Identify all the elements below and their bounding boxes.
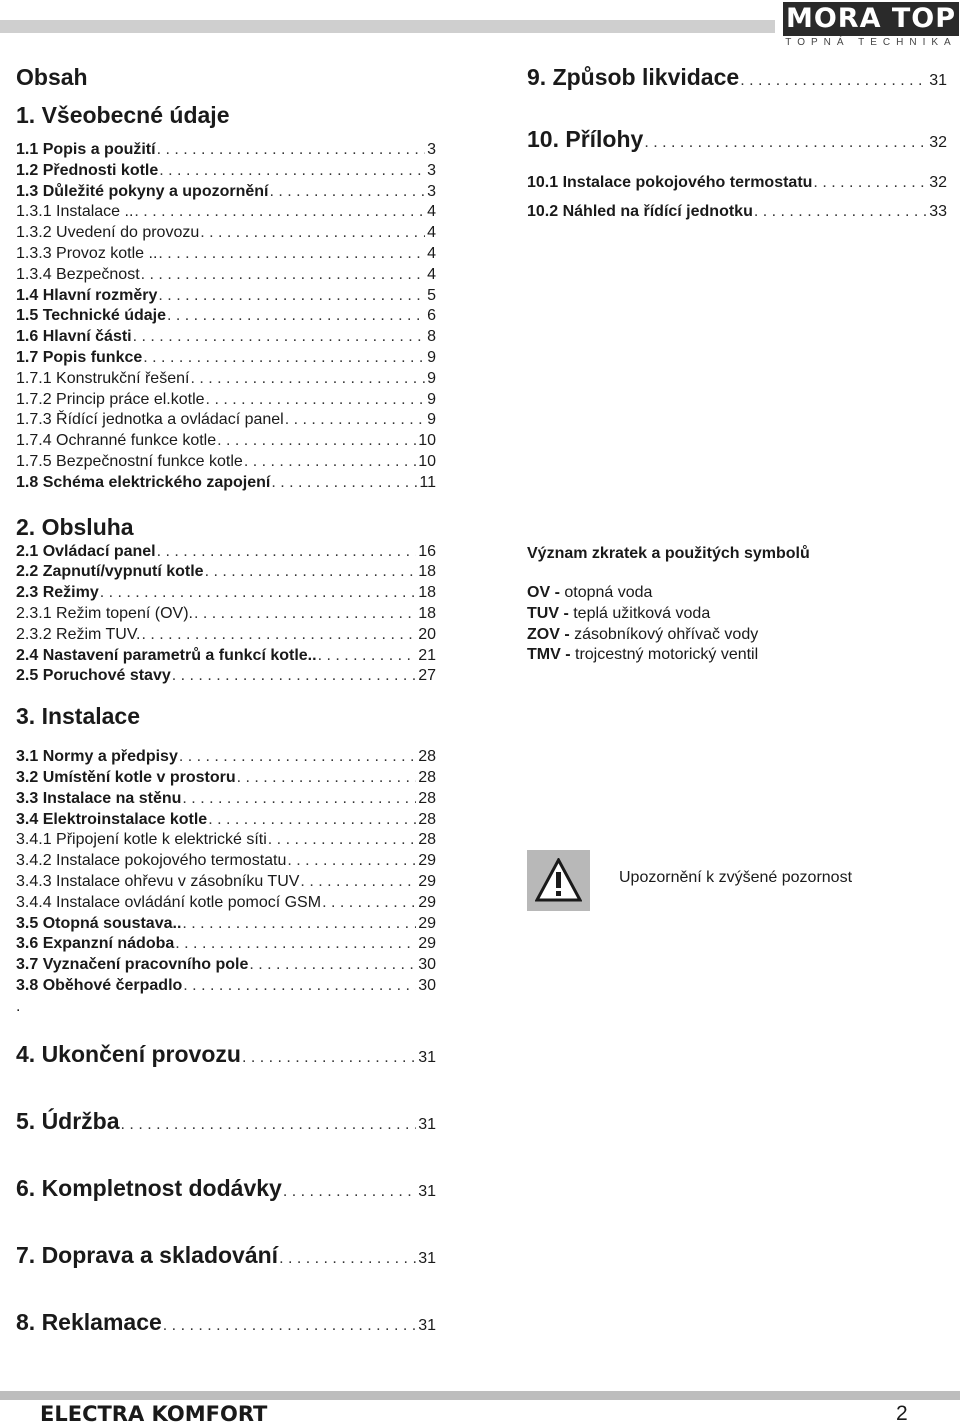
toc-entry-page: 33 <box>929 203 947 220</box>
toc-entry-label: 3.4.4 Instalace ovládání kotle pomocí GSM <box>16 893 322 911</box>
toc-entry-page: 31 <box>418 1183 436 1201</box>
toc-entry-label: 1.7 Popis funkce <box>16 348 143 366</box>
toc-entry-label: 1.1 Popis a použití <box>16 141 156 158</box>
appendix-list <box>527 168 947 226</box>
toc-entry-page: 29 <box>418 872 436 890</box>
toc-entry <box>16 893 436 914</box>
toc-entry <box>16 1039 436 1069</box>
toc-leader-dots <box>199 223 425 244</box>
toc-leader-dots <box>181 914 416 935</box>
toc-leader-dots <box>812 168 927 197</box>
toc-entry-page: 5 <box>427 286 436 304</box>
toc-entry-label: 3.4.2 Instalace pokojového termostatu <box>16 852 287 870</box>
toc-entry-label: 2.5 Poruchové stavy <box>16 667 171 685</box>
toc-entry <box>16 851 436 872</box>
toc-entry-page: 9 <box>427 369 436 387</box>
toc-entry-label: 1.7.3 Řídící jednotka a ovládací panel <box>16 411 284 429</box>
toc-entry-label: 3.8 Oběhové čerpadlo <box>16 976 183 994</box>
toc-entry-label: 3.4 Elektroinstalace kotle <box>16 810 208 828</box>
toc-entry-page: 18 <box>418 563 436 581</box>
toc-leader-dots <box>284 410 425 431</box>
toc-leader-dots <box>205 390 426 411</box>
toc-entry <box>16 431 436 452</box>
toc-entry-page: 30 <box>418 976 436 994</box>
toc-leader-dots <box>299 872 416 893</box>
toc-entry-label: 1.7.4 Ochranné funkce kotle <box>16 432 217 450</box>
toc-leader-dots <box>282 1177 416 1203</box>
toc-leader-dots <box>162 1311 416 1337</box>
toc-leader-dots <box>278 1244 416 1270</box>
toc-entry-page: 8 <box>427 328 436 346</box>
toc-entry-label: 2.1 Ovládací panel <box>16 542 156 560</box>
toc-entry-page: 10 <box>418 452 436 470</box>
toc-entry-label: 7. Doprava a skladování <box>16 1242 279 1269</box>
toc-left-column <box>16 62 436 1337</box>
toc-leader-dots <box>317 646 417 667</box>
toc-entry-label: 1.2 Přednosti kotle <box>16 161 159 179</box>
toc-entry-label: 3.4.3 Instalace ohřevu v zásobníku TUV <box>16 872 300 890</box>
toc-entry-label: 3.7 Vyznačení pracovního pole <box>16 956 249 974</box>
toc-entry-page: 29 <box>418 893 436 911</box>
toc-entry <box>16 265 436 286</box>
chapters-tail-list <box>16 1039 436 1337</box>
toc-entry-label: 4. Ukončení provozu <box>16 1041 241 1068</box>
toc-leader-dots <box>182 976 416 997</box>
abbreviation-key: ZOV - <box>527 625 570 643</box>
toc-entry <box>16 768 436 789</box>
toc-entry-page: 18 <box>418 584 436 602</box>
toc-entry-label: 1.3 Důležité pokyny a upozornění <box>16 182 269 200</box>
toc-leader-dots <box>269 182 426 203</box>
toc-entry-page: 3 <box>427 141 436 158</box>
chapter-3-list <box>16 747 436 997</box>
abbreviation-key: TMV - <box>527 646 571 664</box>
toc-entry-page: 30 <box>418 956 436 974</box>
abbreviation-row <box>527 625 947 646</box>
toc-entry <box>16 666 436 687</box>
toc-entry-label: 3.4.1 Připojení kotle k elektrické síti <box>16 831 267 849</box>
toc-entry-page: 3 <box>427 161 436 179</box>
toc-entry-label: 1.4 Hlavní rozměry <box>16 286 158 304</box>
toc-heading: Obsah <box>16 64 88 90</box>
toc-entry <box>16 244 436 265</box>
toc-leader-dots <box>321 893 416 914</box>
toc-entry <box>16 789 436 810</box>
chapter-1-title: 1. Všeobecné údaje <box>16 102 230 128</box>
toc-entry <box>16 327 436 348</box>
toc-entry-page: 28 <box>418 789 436 807</box>
abbreviation-value: otopná voda <box>564 584 653 601</box>
toc-entry <box>527 124 947 154</box>
header-rule <box>0 20 775 33</box>
toc-entry-page: 28 <box>418 831 436 849</box>
mora-top-logo <box>783 2 959 48</box>
toc-leader-dots <box>243 452 416 473</box>
toc-entry-page: 20 <box>418 625 436 643</box>
toc-entry-label: 1.3.3 Provoz kotle .. <box>16 244 158 262</box>
toc-entry-label: 3.5 Otopná soustava.. <box>16 914 182 932</box>
abbreviations-list <box>527 583 947 666</box>
abbreviations-title: Význam zkratek a použitých symbolů <box>527 545 810 562</box>
toc-entry <box>16 562 436 583</box>
toc-entry <box>16 161 436 182</box>
toc-entry <box>16 810 436 831</box>
toc-entry <box>16 604 436 625</box>
toc-entry-page: 11 <box>419 473 436 491</box>
toc-leader-dots <box>141 625 417 646</box>
toc-entry-page: 32 <box>929 174 947 191</box>
toc-leader-dots <box>236 768 417 789</box>
toc-leader-dots <box>753 197 927 226</box>
toc-entry <box>16 625 436 646</box>
toc-entry-page: 9 <box>427 411 436 429</box>
toc-entry-page: 28 <box>418 768 436 786</box>
toc-right-column <box>527 62 947 666</box>
toc-entry <box>16 223 436 244</box>
toc-entry-page: 28 <box>418 810 436 828</box>
chapter-1-list <box>16 140 436 494</box>
toc-leader-dots <box>241 1043 416 1069</box>
toc-leader-dots <box>286 851 416 872</box>
toc-entry-page: 18 <box>418 604 436 622</box>
footer-title: ELECTRA KOMFORT <box>40 1402 268 1426</box>
toc-entry-page: 29 <box>418 935 436 953</box>
toc-entry-label: 1.7.1 Konstrukční řešení <box>16 369 190 387</box>
toc-leader-dots <box>248 955 416 976</box>
toc-entry <box>16 369 436 390</box>
toc-entry-page: 31 <box>929 72 947 89</box>
toc-entry-label: 2.3.1 Režim topení (OV). <box>16 604 193 622</box>
toc-entry-page: 9 <box>427 390 436 408</box>
toc-entry-label: 2.4 Nastavení parametrů a funkcí kotle.. <box>16 646 317 664</box>
toc-entry-label: 10.1 Instalace pokojového termostatu <box>527 174 813 191</box>
abbreviation-value: teplá užitková voda <box>573 604 711 622</box>
toc-entry <box>16 1240 436 1270</box>
toc-leader-dots <box>189 369 425 390</box>
toc-leader-dots <box>157 286 425 307</box>
toc-entry <box>16 1173 436 1203</box>
toc-entry-page: 4 <box>427 265 436 283</box>
abbreviation-value: zásobníkový ohřívač vody <box>574 625 759 643</box>
toc-entry-label: 2.3.2 Režim TUV. <box>16 625 141 643</box>
warning-legend-text: Upozornění k zvýšené pozornost <box>619 869 853 886</box>
toc-leader-dots <box>166 306 425 327</box>
toc-entry <box>16 934 436 955</box>
toc-entry <box>527 168 947 197</box>
abbreviation-key: OV - <box>527 584 560 601</box>
toc-entry <box>16 1106 436 1136</box>
toc-leader-dots <box>171 666 416 687</box>
abbreviation-value: trojcestný motorický ventil <box>575 646 759 664</box>
toc-entry-label: 10.2 Náhled na řídící jednotku <box>527 203 753 220</box>
toc-leader-dots <box>207 810 416 831</box>
toc-entry <box>16 1307 436 1337</box>
toc-leader-dots <box>99 583 416 604</box>
toc-entry-label: 1.7.2 Princip práce el.kotle <box>16 390 205 408</box>
toc-entry-page: 21 <box>418 646 436 664</box>
toc-entry-page: 4 <box>427 224 436 242</box>
toc-entry-label: 3.1 Normy a předpisy <box>16 748 178 766</box>
toc-leader-dots <box>174 934 416 955</box>
toc-entry <box>16 583 436 604</box>
toc-leader-dots <box>158 161 425 182</box>
toc-entry <box>16 306 436 327</box>
toc-entry-page: 29 <box>418 914 436 932</box>
toc-entry <box>16 410 436 431</box>
toc-entry-label: 1.6 Hlavní části <box>16 328 132 346</box>
right-chapters-list <box>527 62 947 154</box>
toc-entry <box>527 197 947 226</box>
toc-leader-dots <box>216 431 416 452</box>
toc-entry-label: 1.3.1 Instalace .. <box>16 203 134 221</box>
toc-entry-page: 31 <box>418 1250 436 1268</box>
toc-entry-page: 32 <box>929 134 947 151</box>
toc-entry-page: 29 <box>418 852 436 870</box>
toc-entry <box>16 348 436 369</box>
toc-entry-label: 3.3 Instalace na stěnu <box>16 789 182 807</box>
toc-entry <box>16 646 436 667</box>
toc-entry <box>16 286 436 307</box>
toc-leader-dots <box>178 747 416 768</box>
toc-entry-label: 9. Způsob likvidace <box>527 64 740 90</box>
toc-entry <box>16 182 436 203</box>
toc-entry <box>16 542 436 563</box>
toc-entry-page: 10 <box>418 432 436 450</box>
toc-entry-label: 1.5 Technické údaje <box>16 307 166 325</box>
toc-leader-dots <box>204 562 417 583</box>
toc-entry-label: 1.3.4 Bezpečnost <box>16 265 140 283</box>
abbreviation-row <box>527 604 947 625</box>
toc-entry-page: 31 <box>418 1317 436 1335</box>
chapter-2-title: 2. Obsluha <box>16 513 134 540</box>
toc-entry-label: 2.3 Režimy <box>16 584 99 602</box>
toc-leader-dots <box>140 265 425 286</box>
toc-entry-label: 6. Kompletnost dodávky <box>16 1175 282 1202</box>
toc-entry <box>16 140 436 161</box>
toc-leader-dots <box>132 327 425 348</box>
toc-entry <box>16 872 436 893</box>
toc-entry-label: 8. Reklamace <box>16 1309 162 1336</box>
toc-leader-dots <box>181 789 416 810</box>
abbreviation-row <box>527 645 947 666</box>
abbreviation-key: TUV - <box>527 604 569 622</box>
toc-leader-dots <box>142 348 425 369</box>
toc-entry-page: 16 <box>418 542 436 560</box>
toc-entry <box>16 747 436 768</box>
toc-leader-dots <box>133 202 425 223</box>
toc-entry <box>16 390 436 411</box>
toc-entry-page: 31 <box>418 1049 436 1067</box>
toc-entry-label: 3.6 Expanzní nádoba <box>16 935 175 953</box>
toc-entry-page: 9 <box>427 348 436 366</box>
toc-entry <box>16 830 436 851</box>
toc-leader-dots <box>739 66 927 92</box>
toc-entry-label: 3.2 Umístění kotle v prostoru <box>16 768 236 786</box>
toc-entry <box>527 62 947 92</box>
toc-entry <box>16 976 436 997</box>
toc-leader-dots <box>643 128 927 154</box>
toc-leader-dots <box>157 244 425 265</box>
warning-triangle-icon <box>535 858 582 903</box>
toc-leader-dots <box>156 140 426 161</box>
toc-entry-label: 1.7.5 Bezpečnostní funkce kotle <box>16 452 243 470</box>
toc-leader-dots <box>267 830 416 851</box>
toc-entry <box>16 955 436 976</box>
footer-page-number: 2 <box>896 1402 908 1425</box>
toc-entry <box>16 914 436 935</box>
toc-entry-page: 28 <box>418 748 436 766</box>
chapter-3-title: 3. Instalace <box>16 703 141 730</box>
footer-rule <box>0 1391 960 1400</box>
toc-entry-label: 5. Údržba <box>16 1108 120 1135</box>
toc-leader-dots <box>193 604 416 625</box>
chapter-2-list <box>16 542 436 688</box>
toc-entry-label: 1.3.2 Uvedení do provozu <box>16 224 200 242</box>
toc-entry-page: 31 <box>418 1116 436 1134</box>
abbreviation-row <box>527 583 947 604</box>
toc-entry-page: 3 <box>427 182 436 200</box>
toc-entry-label: 10. Přílohy <box>527 126 644 152</box>
toc-entry <box>16 202 436 223</box>
toc-leader-dots <box>156 542 417 563</box>
logo-main-text: MORA TOP <box>785 3 957 34</box>
toc-entry-label: 1.8 Schéma elektrického zapojení <box>16 473 271 491</box>
logo-sub-text: TOPNÁ TECHNIKA <box>785 37 957 48</box>
toc-leader-dots <box>270 473 417 494</box>
toc-entry-page: 4 <box>427 244 436 262</box>
toc-entry-page: 4 <box>427 203 436 221</box>
toc-entry <box>16 452 436 473</box>
chapter-3-trailing: . <box>16 997 21 1015</box>
toc-leader-dots <box>120 1110 417 1136</box>
toc-entry-page: 6 <box>427 307 436 325</box>
toc-entry-label: 2.2 Zapnutí/vypnutí kotle <box>16 563 204 581</box>
warning-symbol-box <box>527 850 590 911</box>
toc-entry-page: 27 <box>418 667 436 685</box>
toc-entry <box>16 473 436 494</box>
